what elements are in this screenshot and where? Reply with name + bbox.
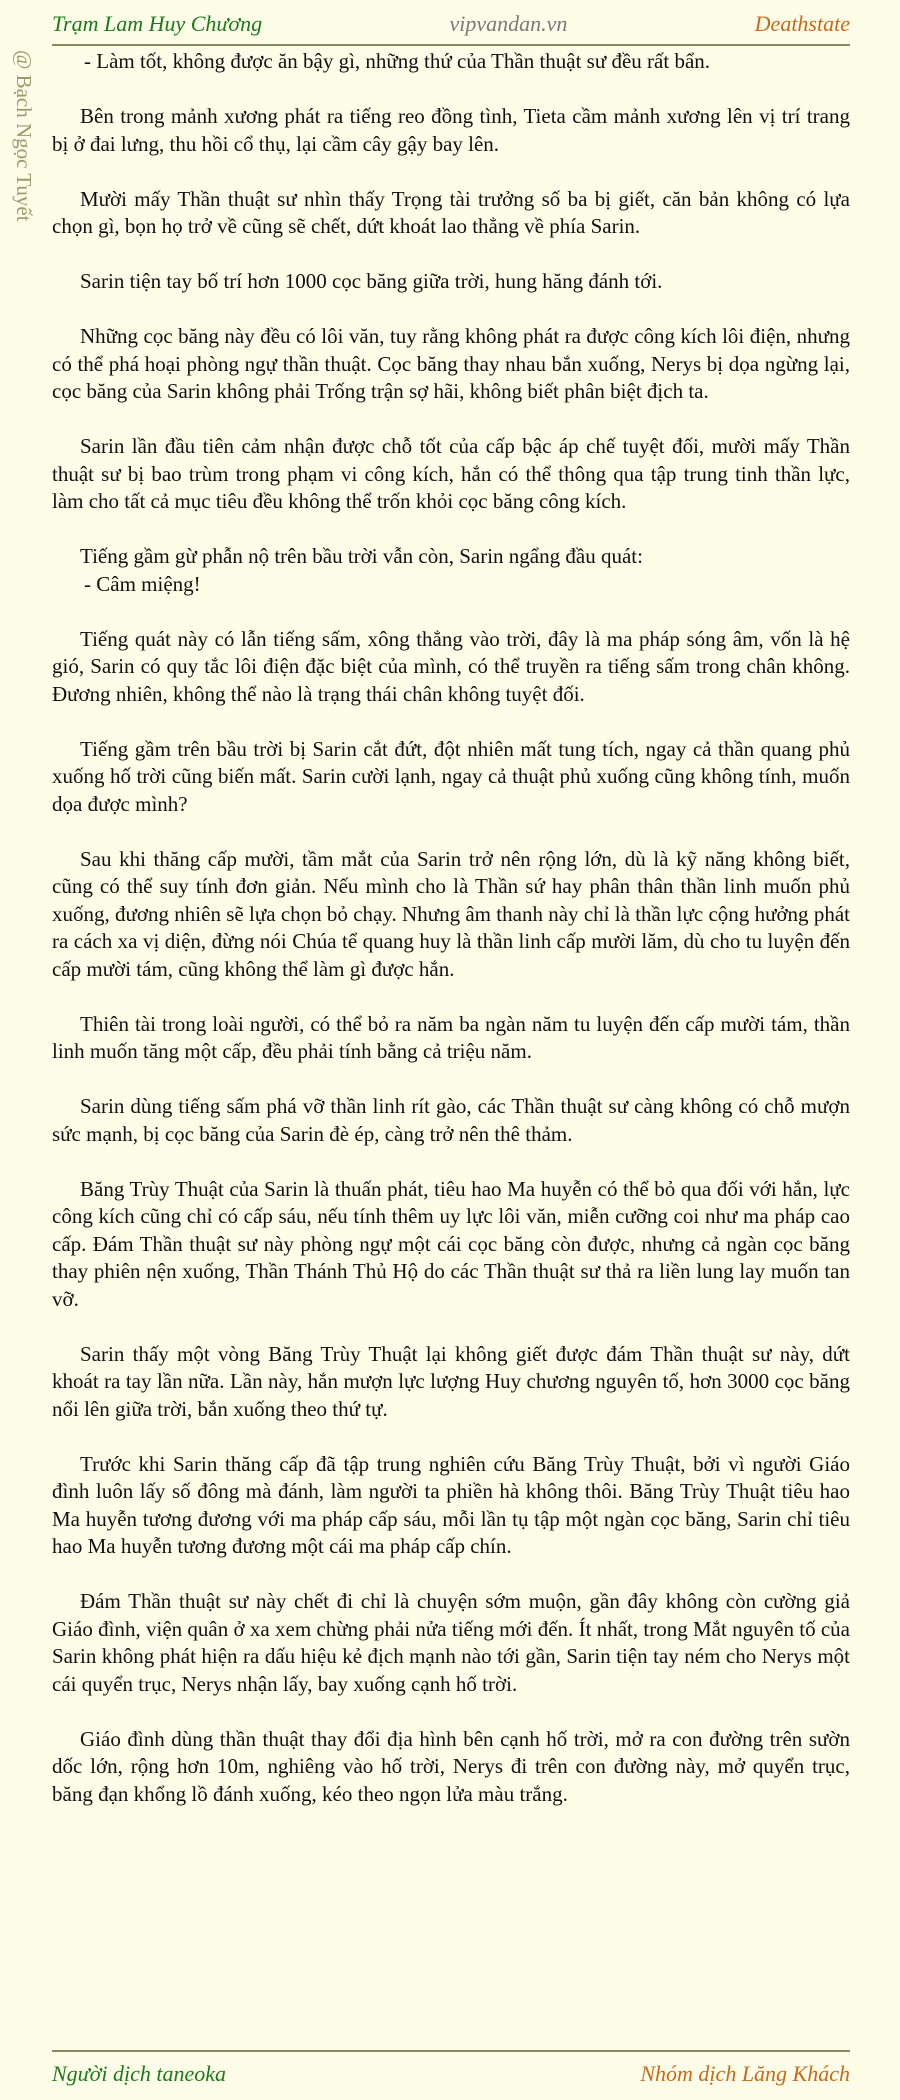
page-header [52,6,850,42]
paragraph-10: Sau khi thăng cấp mười, tầm mắt của Sarin trở nên rộng lớn, dù là kỹ năng không biết, cũng có thể suy tính đơn giản. Nếu mình cho là Thần sứ hay phân thân thần linh muốn phủ xuống, đương nhiên sẽ lựa chọn bỏ chạy. Nhưng âm thanh này chỉ là thần lực cộng hưởng phát ra cách xa vị diện, đừng nói Chúa tể quang huy là thần linh cấp mười lăm, dù cho tu luyện đến cấp mười tám, cũng không thể làm gì được hắn. [52,846,850,981]
paragraph-14: Sarin thấy một vòng Băng Trùy Thuật lại không giết được đám Thần thuật sư này, dứt khoát ra tay lần nữa. Lần này, hắn mượn lực lượng Huy chương nguyên tố, hơn 3000 cọc băng nổi lên giữa trời, bắn xuống theo thứ tự. [52,1341,850,1421]
paragraph-0: - Làm tốt, không được ăn bậy gì, những thứ của Thần thuật sư đều rất bẩn. [84,49,711,73]
watermark-side-text: @ Bạch Ngọc Tuyết [12,50,36,222]
paragraph-8: Tiếng quát này có lẫn tiếng sấm, xông thẳng vào trời, đây là ma pháp sóng âm, vốn là hệ gió, Sarin có quy tắc lôi điện đặc biệt của mình, có thể truyền ra tiếng sấm trong chân không. Đương nhiên, không thể nào là trạng thái chân không tuyệt đối. [52,626,850,706]
paragraph-1: Bên trong mảnh xương phát ra tiếng reo đồng tình, Tieta cầm mảnh xương lên vị trí trang bị ở đai lưng, thu hồi cổ thụ, lại cầm cây gậy bay lên. [52,104,850,156]
paragraph-16: Đám Thần thuật sư này chết đi chỉ là chuyện sớm muộn, gần đây không còn cường giả Giáo đình, viện quân ở xa xem chừng phải nửa tiếng mới đến. Ít nhất, trong Mắt nguyên tố của Sarin không phát hiện ra dấu hiệu kẻ địch mạnh nào tới gần, Sarin tiện tay ném cho Nerys một cái quyển trục, Nerys nhận lấy, bay xuống cạnh hố trời. [52,1589,850,1696]
paragraph-9: Tiếng gầm trên bầu trời bị Sarin cắt đứt, đột nhiên mất tung tích, ngay cả thần quang phủ xuống hố trời cũng biến mất. Sarin cười lạnh, ngay cả thuật phủ xuống cũng không tính, muốn dọa được mình? [52,736,850,816]
paragraph-7: - Câm miệng! [84,571,201,596]
paragraph-13: Băng Trùy Thuật của Sarin là thuấn phát, tiêu hao Ma huyễn có thể bỏ qua đối với hắn, lực công kích cũng chỉ có cấp sáu, nếu tính thêm uy lực lôi văn, miễn cưỡng coi như ma pháp cao cấp. Đám Thần thuật sư này phòng ngự một cái cọc băng còn được, nhưng cả ngàn cọc băng thay phiên nện xuống, Thần Thánh Thủ Hộ do các Thần thuật sư thả ra liền lung lay muốn tan vỡ. [52,1176,850,1311]
paragraph-4: Những cọc băng này đều có lôi văn, tuy rằng không phát ra được công kích lôi điện, nhưng có thể phá hoại phòng ngự thần thuật. Cọc băng thay nhau bắn xuống, Nerys bị dọa ngừng lại, cọc băng của Sarin không phải Trống trận sợ hãi, không biết phân biệt địch ta. [52,324,850,403]
paragraph-15: Trước khi Sarin thăng cấp đã tập trung nghiên cứu Băng Trùy Thuật, bởi vì người Giáo đình luôn lấy số đông mà đánh, làm người ta phiền hà không thôi. Băng Trùy Thuật tiêu hao Ma huyễn tương đương với ma pháp cấp sáu, mỗi lần tụ tập một ngàn cọc băng, Sarin chỉ tiêu hao Ma huyễn tương đương một cái ma pháp cấp chín. [52,1451,850,1558]
paragraph-6: Tiếng gầm gừ phẫn nộ trên bầu trời vẫn còn, Sarin ngẩng đầu quát: [80,544,643,568]
paragraph-2: Mười mấy Thần thuật sư nhìn thấy Trọng tài trưởng số ba bị giết, căn bản không có lựa chọn gì, bọn họ trở về cũng sẽ chết, dứt khoát lao thẳng về phía Sarin. [52,186,850,238]
footer-divider [52,2050,850,2052]
novel-name: Deathstate [754,11,850,36]
page-footer [52,2054,850,2094]
paragraph-5: Sarin lần đầu tiên cảm nhận được chỗ tốt của cấp bậc áp chế tuyệt đối, mười mấy Thần thuật sư bị bao trùm trong phạm vi công kích, hắn có thể thông qua tập trung tinh thần lực, làm cho tất cả mục tiêu đều không thể trốn khỏi cọc băng công kích. [52,434,850,513]
header-divider [52,44,850,46]
site-title: Trạm Lam Huy Chương [52,11,263,36]
paragraph-12: Sarin dùng tiếng sấm phá vỡ thần linh rít gào, các Thần thuật sư càng không có chỗ mượn sức mạnh, bị cọc băng của Sarin đè ép, càng trở nên thê thảm. [52,1094,850,1146]
paragraph-11: Thiên tài trong loài người, có thể bỏ ra năm ba ngàn năm tu luyện đến cấp mười tám, thần linh muốn tăng một cấp, đều phải tính bằng cả triệu năm. [52,1011,850,1063]
paragraph-3: Sarin tiện tay bố trí hơn 1000 cọc băng giữa trời, hung hăng đánh tới. [80,269,663,293]
paragraph-17: Giáo đình dùng thần thuật thay đổi địa hình bên cạnh hố trời, mở ra con đường trên sườn dốc lớn, rộng hơn 10m, nghiêng vào hố trời, Nerys đi trên con đường này, mở quyển trục, băng đạn khổng lồ đánh xuống, kéo theo ngọn lửa màu trắng. [52,1726,850,1806]
site-url: vipvandan.vn [449,11,568,36]
translator-credit: Người dịch taneoka [52,2061,227,2086]
chapter-body [52,48,850,1836]
translation-group: Nhóm dịch Lăng Khách [640,2061,850,2086]
